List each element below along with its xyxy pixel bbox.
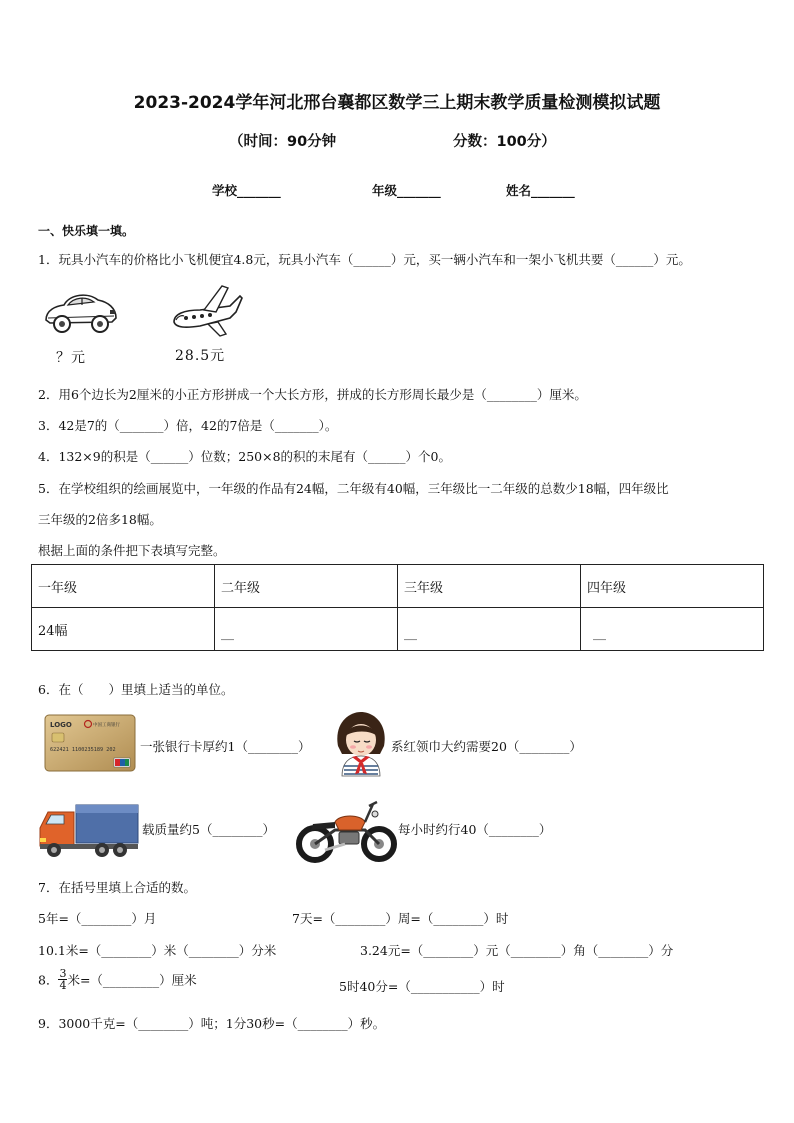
table-header-cell: 一年级	[32, 565, 215, 608]
section-heading: 一、快乐填一填。	[38, 224, 135, 238]
plane-price-caption: 28.5元	[175, 348, 226, 364]
question-3: 3．42是7的（_______）倍，42的7倍是（_______）。	[38, 418, 338, 433]
question-7-row-2a: 10.1米=（________）米（________）分米	[38, 943, 277, 958]
grade-field: 年级_______	[372, 183, 441, 198]
motorcycle-icon	[295, 794, 397, 864]
table-cell: 24幅	[32, 608, 215, 651]
question-7-row-1b: 7天=（________）周=（________）时	[292, 911, 509, 926]
car-price-caption: ？元	[56, 350, 86, 366]
question-4: 4．132×9的积是（______）位数；250×8的积的末尾有（______）个0。	[38, 449, 451, 464]
name-field: 姓名_______	[506, 183, 575, 198]
card-number-text: 622421 1100235189 202	[50, 747, 116, 753]
toy-car-icon	[42, 288, 120, 338]
question-5-line-1: 5．在学校组织的绘画展览中，一年级的作品有24幅，二年级有40幅，三年级比一二年级的总数少18幅，四年级比	[38, 481, 669, 496]
question-1: 1．玩具小汽车的价格比小飞机便宜4.8元，玩具小汽车（______）元，买一辆小汽车和一架小飞机共要（______）元。	[38, 252, 691, 267]
question-9: 9．3000千克=（________）吨；1分30秒=（________）秒。	[38, 1016, 386, 1031]
bank-card-question: 一张银行卡厚约1（________）	[140, 739, 311, 754]
red-scarf-question: 系红领巾大约需要20（________）	[391, 739, 582, 754]
question-6: 6．在（ ）里填上适当的单位。	[38, 682, 234, 697]
question-8-number: 8．	[38, 972, 59, 988]
table-header-row	[32, 565, 764, 608]
table-row	[32, 608, 764, 651]
question-7-row-1a: 5年=（________）月	[38, 911, 157, 926]
question-7-row-2b: 3.24元=（________）元（________）角（________）分	[360, 943, 674, 958]
truck-icon	[38, 802, 140, 860]
question-8	[38, 968, 197, 991]
exam-score: 分数：100分）	[453, 134, 556, 150]
question-8-part-b: 5时40分=（___________）时	[339, 979, 505, 994]
truck-question: 载质量约5（________）	[142, 822, 275, 837]
answer-blank[interactable]: __	[404, 625, 417, 641]
question-5-instruction: 根据上面的条件把下表填写完整。	[38, 543, 226, 558]
bank-card-icon	[44, 714, 136, 772]
question-8-part-a: 米=（_________）厘米	[67, 972, 197, 988]
girl-red-scarf-icon	[332, 710, 390, 778]
exam-time: （时间：90分钟	[229, 134, 337, 150]
page-title: 2023-2024学年河北邢台襄都区数学三上期末教学质量检测模拟试题	[133, 93, 661, 113]
fraction-denominator: 4	[59, 979, 67, 992]
card-bank-text: 中国工商银行	[93, 723, 120, 728]
grades-table	[31, 564, 764, 651]
question-5-line-2: 三年级的2倍多18幅。	[38, 512, 162, 527]
question-7: 7．在括号里填上合适的数。	[38, 880, 196, 895]
table-cell	[215, 608, 398, 651]
fraction-numerator: 3	[59, 967, 67, 980]
table-header-cell: 三年级	[398, 565, 581, 608]
answer-blank[interactable]: __	[593, 625, 606, 641]
table-header-cell: 二年级	[215, 565, 398, 608]
answer-blank[interactable]: __	[221, 625, 234, 641]
motorcycle-question: 每小时约行40（________）	[398, 822, 552, 837]
table-header-cell: 四年级	[581, 565, 764, 608]
table-cell	[398, 608, 581, 651]
table-cell	[581, 608, 764, 651]
school-field: 学校_______	[212, 183, 281, 198]
question-2: 2．用6个边长为2厘米的小正方形拼成一个大长方形，拼成的长方形周长最少是（________）厘米。	[38, 387, 587, 402]
toy-plane-icon	[170, 282, 244, 340]
card-logo-text: LOGO	[50, 721, 72, 729]
